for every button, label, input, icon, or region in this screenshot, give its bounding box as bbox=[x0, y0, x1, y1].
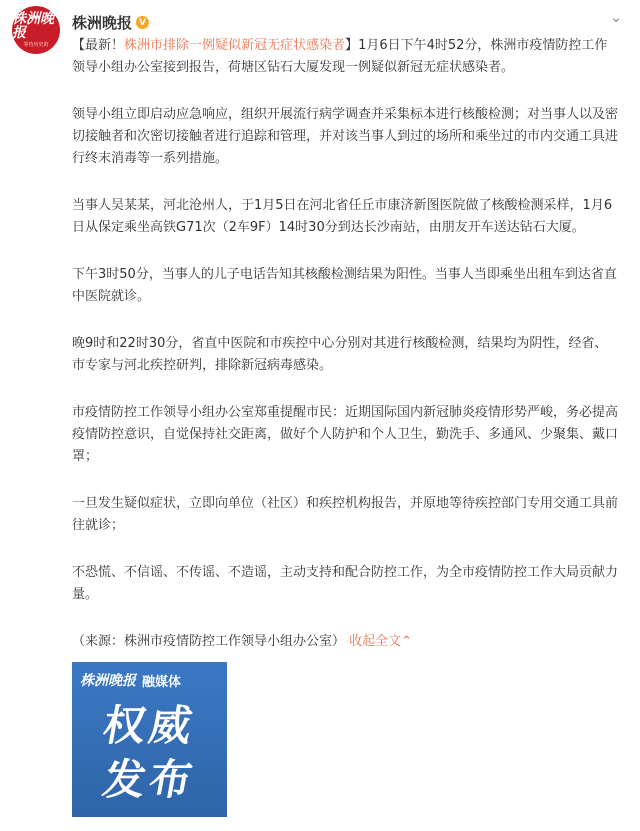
post-paragraph-1 bbox=[72, 35, 620, 79]
image-card[interactable] bbox=[72, 662, 227, 817]
source-text: （来源：株洲市疫情防控工作领导小组办公室） bbox=[72, 634, 346, 649]
post-paragraph-7: 一旦发生疑似症状，立即向单位（社区）和疾控机构报告，并原地等待疾控部门专用交通工具前往就诊； bbox=[72, 496, 619, 533]
card-brand: 株洲晚报 bbox=[80, 673, 136, 689]
account-header bbox=[72, 12, 149, 33]
lead-bracket-close: 】 bbox=[345, 38, 359, 53]
card-title-line-1: 权威 bbox=[99, 701, 200, 750]
post-content bbox=[72, 35, 620, 678]
card-media-label: 融媒体 bbox=[142, 674, 182, 690]
avatar[interactable] bbox=[12, 6, 60, 54]
post-paragraph-3: 当事人吴某某，河北沧州人，于1月5日在河北省任丘市康济新图医院做了核酸检测采样，1月6日从保定乘坐高铁G71次（2车9F）14时30分到达长沙南站，由朋友开车送达钻石大厦。 bbox=[72, 198, 613, 235]
collapse-button[interactable] bbox=[349, 634, 412, 649]
lead-bracket-open: 【 bbox=[72, 38, 86, 53]
post-paragraph-8: 不恐慌、不信谣、不传谣、不造谣，主动支持和配合防控工作，为全市疫情防控工作大局贡献力量。 bbox=[72, 565, 619, 602]
card-title-line-2: 发布 bbox=[99, 755, 200, 804]
collapse-label: 收起全文 bbox=[349, 634, 402, 649]
post-paragraph-4: 下午3时50分，当事人的儿子电话告知其核酸检测结果为阳性。当事人当即乘坐出租车到达省直中医院就诊。 bbox=[72, 267, 617, 304]
hashtag-link[interactable]: 株洲市排除一例疑似新冠无症状感染者 bbox=[124, 38, 346, 53]
post-paragraph-2: 领导小组立即启动应急响应，组织开展流行病学调查并采集标本进行核酸检测；对当事人以及密切接触者和次密切接触者进行追踪和管理，并对该当事人到过的场所和乘坐过的市内交通工具进行终末消毒等一系列措施。 bbox=[72, 107, 619, 166]
lead-prefix: 最新！ bbox=[85, 38, 125, 53]
verified-badge-icon: V bbox=[136, 16, 149, 29]
post-paragraph-5: 晚9时和22时30分，省直中医院和市疾控中心分别对其进行核酸检测，结果均为阴性，经省、市专家与河北疾控研判，排除新冠病毒感染。 bbox=[72, 336, 608, 373]
paragraph-text: 1月6日下午4时52分，株洲市疫情防控工作领导小组办公室接到报告，荷塘区钻石大厦发现一例疑似新冠无症状感染者。 bbox=[72, 38, 608, 75]
card-brand-band bbox=[72, 662, 227, 698]
post-paragraph-6: 市疫情防控工作领导小组办公室郑重提醒市民：近期国际国内新冠肺炎疫情形势严峻，务必提高疫情防控意识，自觉保持社交距离，做好个人防护和个人卫生，勤洗手、多通风、少聚集、戴口罩； bbox=[72, 405, 619, 464]
account-name[interactable]: 株洲晚报 bbox=[72, 14, 133, 32]
chevron-down-icon[interactable]: ⌄ bbox=[610, 10, 622, 26]
chevron-up-icon: ⌃ bbox=[401, 634, 413, 649]
post-source-line bbox=[72, 631, 620, 653]
avatar-subtitle: 等待历史的 bbox=[23, 42, 49, 48]
avatar-logo: 株洲晚报 bbox=[12, 11, 54, 41]
